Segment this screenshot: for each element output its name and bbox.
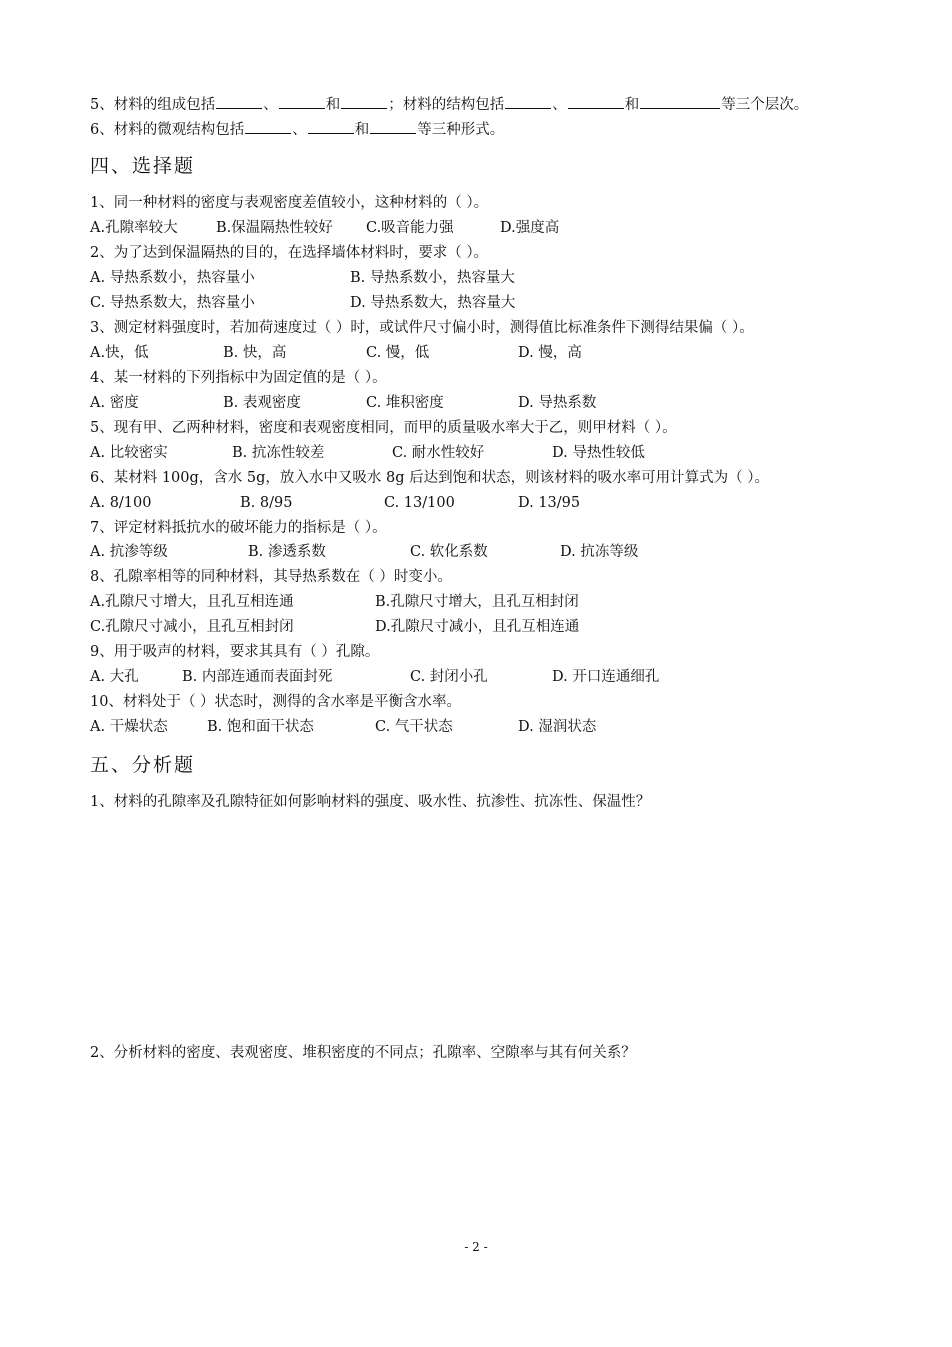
question-text: 8、孔隙率相等的同种材料，其导热系数在（ ）时变小。 [90,569,452,585]
option-a[interactable]: A. 导热系数小，热容量小 [90,270,255,286]
option-d[interactable]: D. 开口连通细孔 [552,669,660,685]
fill-text: 、 [263,97,278,113]
answer-blank[interactable] [568,93,624,109]
section-heading-analysis: 五、分析题 [90,754,196,776]
option-a[interactable]: A. 密度 [90,395,139,411]
option-d[interactable]: D.强度高 [500,220,560,236]
question-text: 7、评定材料抵抗水的破坏能力的指标是（ ）。 [90,520,387,536]
option-d[interactable]: D. 导热系数 [518,395,597,411]
option-a[interactable]: A.孔隙率较大 [90,220,178,236]
options-row [90,293,890,313]
fill-text: 和 [624,97,640,113]
analysis-question-2: 2、分析材料的密度、表观密度、堆积密度的不同点；孔隙率、空隙率与其有何关系？ [90,1045,636,1061]
option-a[interactable]: A.快，低 [90,345,149,361]
fill-text: 和 [354,122,370,138]
answer-blank[interactable] [370,118,416,134]
option-d[interactable]: D.孔隙尺寸减小，且孔互相连通 [375,619,580,635]
answer-blank[interactable] [640,93,720,109]
question-text: 9、用于吸声的材料，要求其具有（ ）孔隙。 [90,644,380,660]
fill-text: 、 [292,122,307,138]
option-c[interactable]: C.吸音能力强 [366,220,454,236]
options-row [90,542,890,562]
question-text: 5、现有甲、乙两种材料，密度和表观密度相同，而甲的质量吸水率大于乙，则甲材料（ ）。 [90,420,677,436]
question-text: 3、测定材料强度时，若加荷速度过（ ）时，或试件尺寸偏小时，测得值比标准条件下测得结果偏（ ）。 [90,320,754,336]
options-row [90,393,890,413]
option-b[interactable]: B.孔隙尺寸增大，且孔互相封闭 [375,594,579,610]
fill-text: 等三种形式。 [417,122,505,138]
analysis-question-1: 1、材料的孔隙率及孔隙特征如何影响材料的强度、吸水性、抗渗性、抗冻性、保温性？ [90,794,651,810]
options-row [90,443,890,463]
answer-blank[interactable] [308,118,354,134]
option-b[interactable]: B.保温隔热性较好 [216,220,333,236]
option-b[interactable]: B. 渗透系数 [248,544,326,560]
option-a[interactable]: A. 比较密实 [90,445,168,461]
fill-text: 等三个层次。 [721,97,809,113]
answer-blank[interactable] [341,93,387,109]
option-b[interactable]: B. 快，高 [223,345,287,361]
option-d[interactable]: D. 导热性较低 [552,445,645,461]
fill-text: ；材料的结构包括 [388,97,505,113]
option-c[interactable]: C. 气干状态 [375,719,453,735]
option-d[interactable]: D. 抗冻等级 [560,544,639,560]
option-b[interactable]: B. 8/95 [240,495,293,511]
option-c[interactable]: C. 慢，低 [366,345,430,361]
option-c[interactable]: C. 导热系数大，热容量小 [90,295,255,311]
option-c[interactable]: C. 堆积密度 [366,395,444,411]
answer-blank[interactable] [245,118,291,134]
question-text: 10、材料处于（ ）状态时，测得的含水率是平衡含水率。 [90,694,462,710]
option-a[interactable]: A. 干燥状态 [90,719,168,735]
options-row [90,617,890,637]
answer-area[interactable] [90,1069,890,1229]
option-b[interactable]: B. 表观密度 [223,395,301,411]
options-row [90,343,890,363]
option-b[interactable]: B. 内部连通而表面封死 [182,669,333,685]
question-text: 1、同一种材料的密度与表观密度差值较小，这种材料的（ ）。 [90,195,489,211]
section-heading-choice: 四、选择题 [90,155,196,177]
fill-text: 、 [552,97,567,113]
option-b[interactable]: B. 抗冻性较差 [232,445,325,461]
fill-question-5 [90,93,892,115]
option-d[interactable]: D. 湿润状态 [518,719,597,735]
option-d[interactable]: D. 13/95 [518,495,581,511]
page-number: - 2 - [464,1240,488,1254]
options-row [90,592,890,612]
option-a[interactable]: A. 8/100 [90,495,152,511]
option-d[interactable]: D. 慢，高 [518,345,582,361]
fill-text: 5、材料的组成包括 [90,97,216,113]
option-d[interactable]: D. 导热系数大，热容量大 [350,295,516,311]
option-a[interactable]: A. 抗渗等级 [90,544,168,560]
answer-area[interactable] [90,818,890,1038]
fill-text: 和 [325,97,341,113]
option-a[interactable]: A.孔隙尺寸增大，且孔互相连通 [90,594,294,610]
fill-question-6 [90,118,892,140]
answer-blank[interactable] [505,93,551,109]
option-a[interactable]: A. 大孔 [90,669,139,685]
options-row [90,667,890,687]
options-row [90,717,890,737]
option-b[interactable]: B. 导热系数小，热容量大 [350,270,515,286]
option-c[interactable]: C.孔隙尺寸减小，且孔互相封闭 [90,619,294,635]
option-c[interactable]: C. 软化系数 [410,544,488,560]
options-row [90,218,890,238]
option-c[interactable]: C. 封闭小孔 [410,669,488,685]
option-b[interactable]: B. 饱和面干状态 [207,719,314,735]
fill-text: 6、材料的微观结构包括 [90,122,245,138]
answer-blank[interactable] [216,93,262,109]
question-text: 4、某一材料的下列指标中为固定值的是（ ）。 [90,370,387,386]
options-row [90,268,890,288]
option-c[interactable]: C. 耐水性较好 [392,445,485,461]
question-text: 6、某材料 100g，含水 5g，放入水中又吸水 8g 后达到饱和状态，则该材料的吸水率可用计算式为（ ）。 [90,470,769,486]
option-c[interactable]: C. 13/100 [384,495,455,511]
question-text: 2、为了达到保温隔热的目的，在选择墙体材料时，要求（ ）。 [90,245,489,261]
answer-blank[interactable] [279,93,325,109]
options-row [90,493,890,513]
